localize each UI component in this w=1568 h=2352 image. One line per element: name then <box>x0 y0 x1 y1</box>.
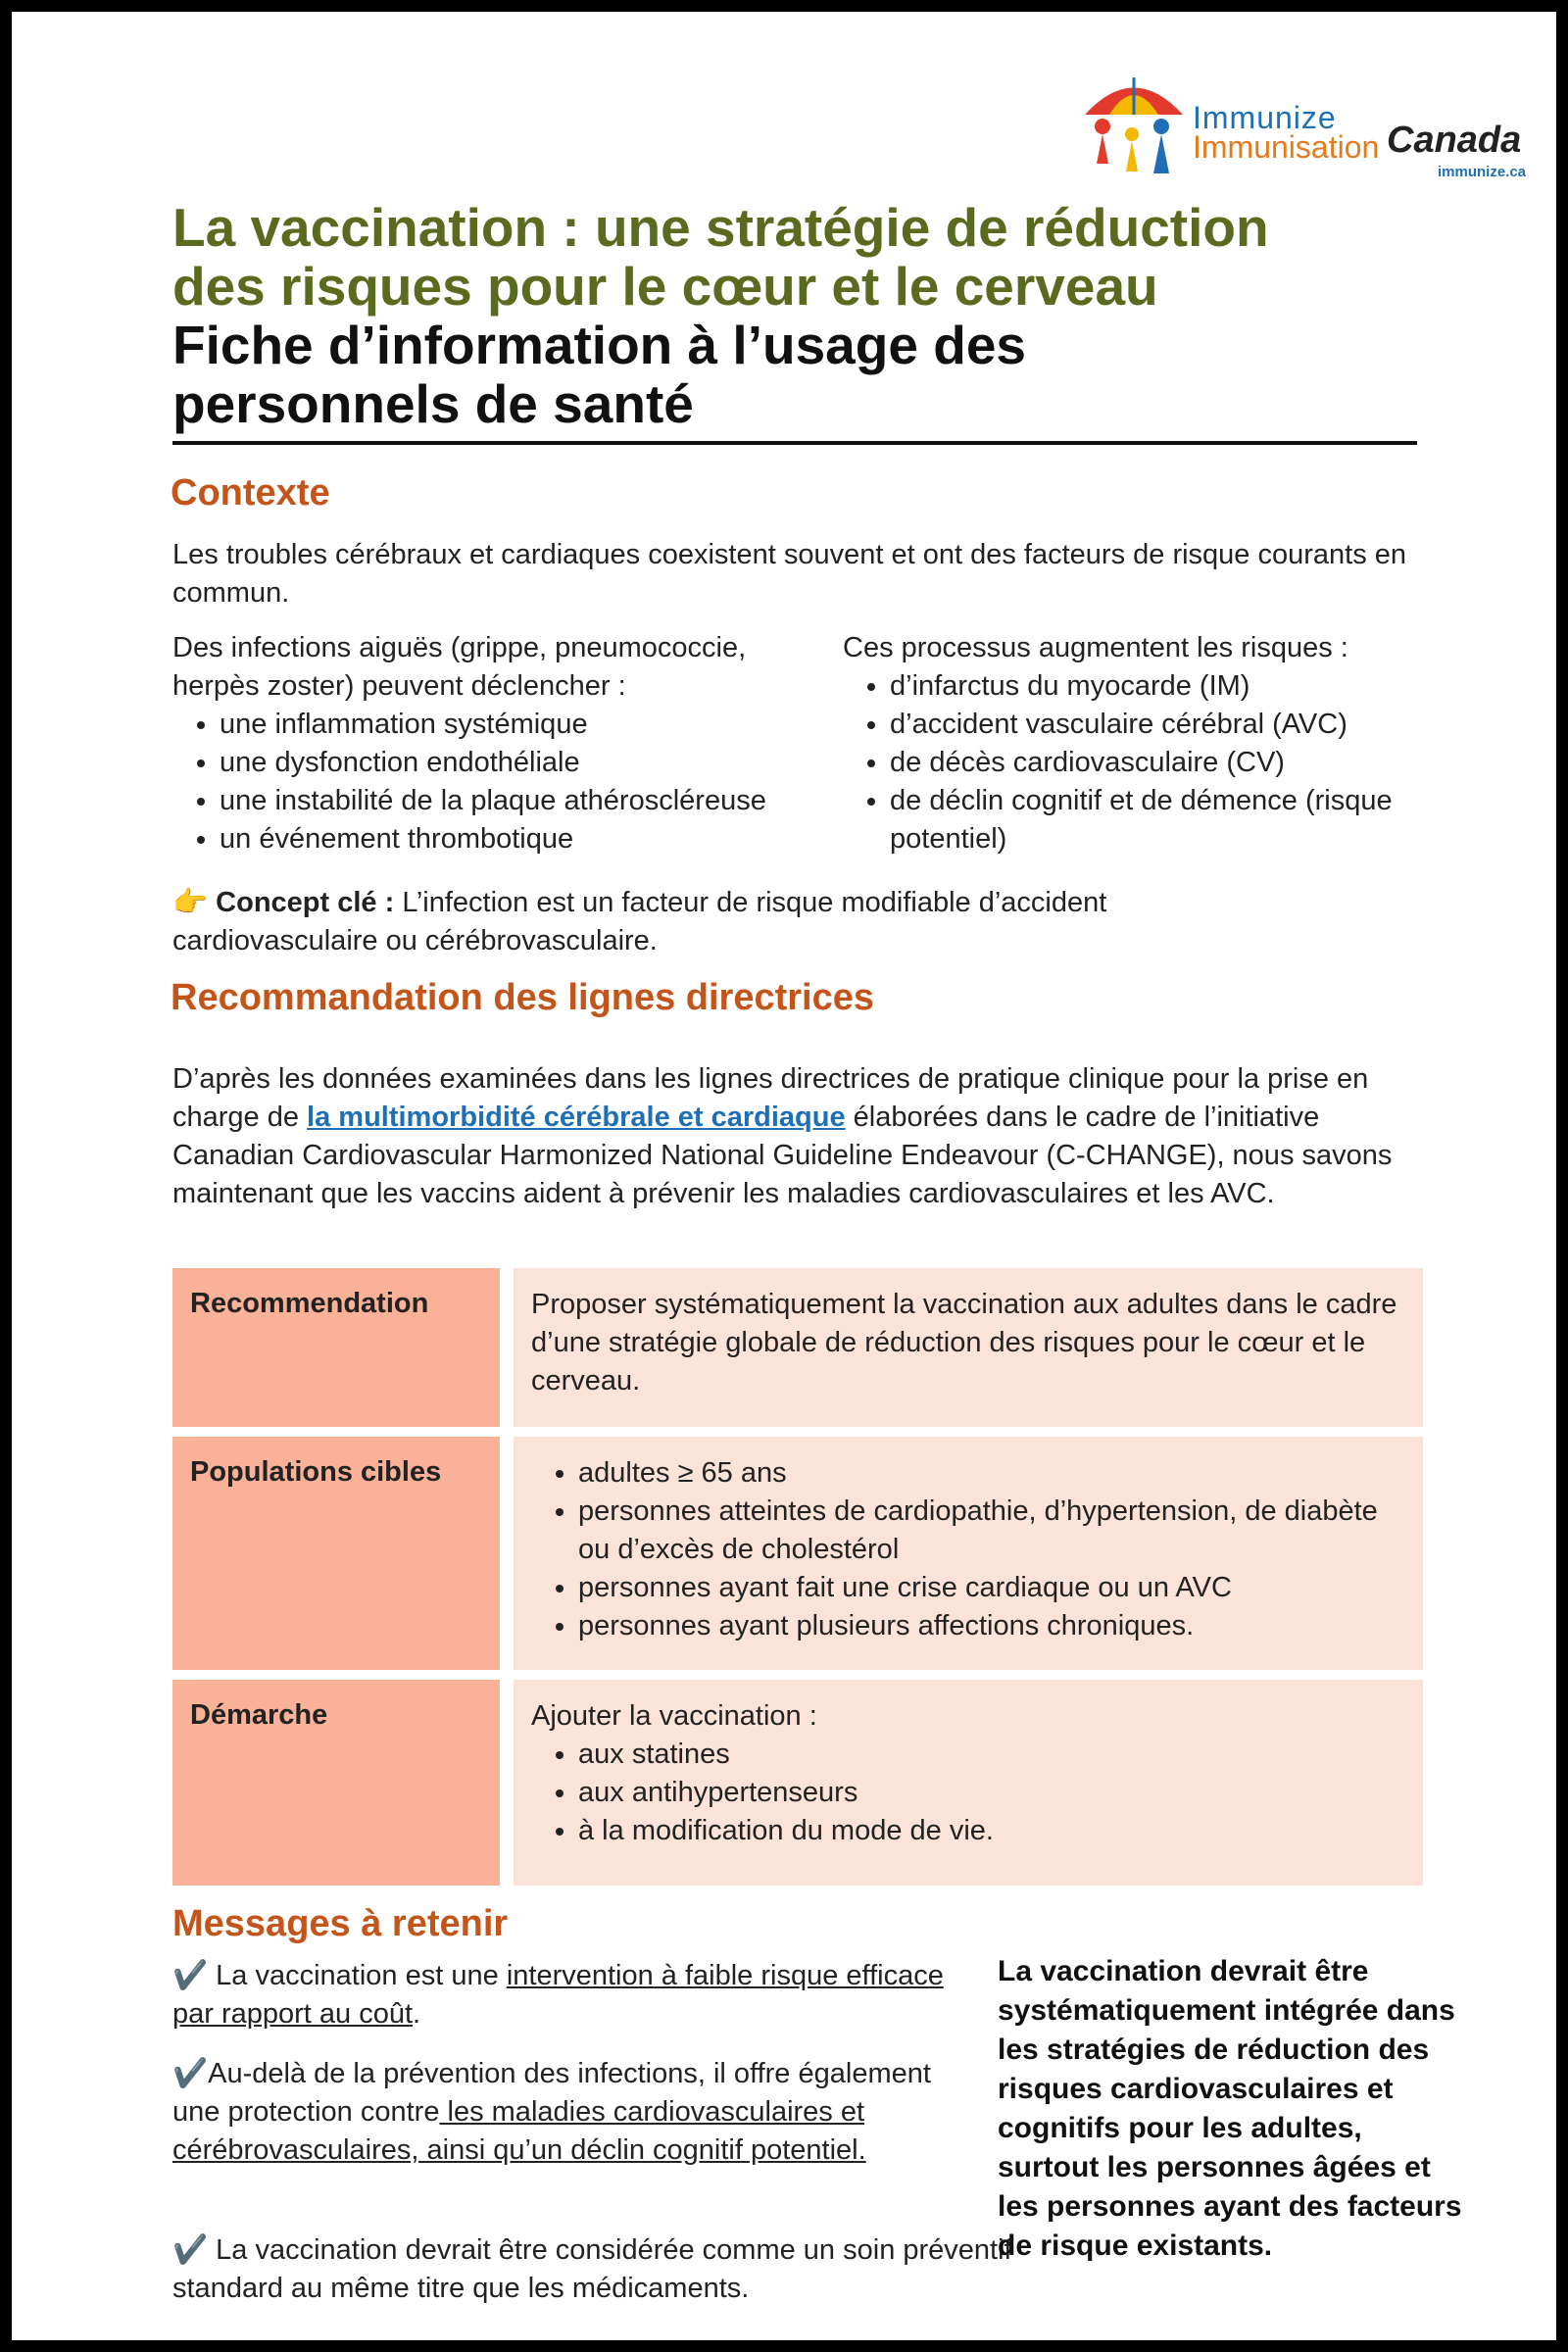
demarche-intro: Ajouter la vaccination : <box>531 1700 817 1732</box>
message-1-end: . <box>413 1998 421 2030</box>
logo-url: immunize.ca <box>1438 164 1527 180</box>
contexte-right-list <box>843 667 1431 858</box>
list-item: • personnes ayant fait une crise cardiaque ou un AVC <box>578 1569 1405 1607</box>
guideline-link[interactable]: la multimorbidité cérébrale et cardiaque <box>307 1102 846 1133</box>
key-concept-text: L’infection est un facteur de risque modifiable d’accident cardiovasculaire ou cérébrovasculaire. <box>172 887 1107 956</box>
immunize-logo <box>1075 66 1526 188</box>
check-icon: ✔️ <box>172 2058 209 2089</box>
logo-line2: Immunisation <box>1193 129 1380 165</box>
logo-line1: Immunize <box>1193 100 1337 135</box>
table-cell-demarche <box>514 1680 1423 1886</box>
subtitle-line-2: personnels de santé <box>172 373 694 434</box>
list-item: • personnes ayant plusieurs affections chroniques. <box>578 1607 1405 1645</box>
list-item: • aux statines <box>578 1736 1405 1774</box>
message-2-text: Au-delà de la prévention des infections, il offre également une protection contre <box>172 2058 931 2128</box>
message-1-underlined: intervention à faible risque efficace par rapport au coût <box>172 1960 944 2030</box>
message-3-text: La vaccination devrait être considérée comme un soin préventif standard au même titre que les médicaments. <box>172 2234 1012 2304</box>
table-label-populations: Populations cibles <box>172 1437 500 1670</box>
page <box>12 12 1556 2340</box>
section-heading-contexte: Contexte <box>171 472 330 514</box>
list-item: • de déclin cognitif et de démence (risque potentiel) <box>890 782 1431 858</box>
list-item: • de décès cardiovasculaire (CV) <box>890 744 1431 782</box>
demarche-list <box>531 1736 1405 1850</box>
title-line-2: des risques pour le cœur et le cerveau <box>172 256 1158 317</box>
list-item: • adultes ≥ 65 ans <box>578 1454 1405 1493</box>
reco-text-before: D’après les données examinées dans les lignes directrices de pratique clinique pour la prise en charge de <box>172 1063 1369 1133</box>
list-item: • personnes atteintes de cardiopathie, d’hypertension, de diabète ou d’excès de cholestérol <box>578 1493 1405 1569</box>
contexte-left-list <box>172 706 839 858</box>
contexte-right-column <box>843 629 1431 858</box>
message-2 <box>172 2055 966 2170</box>
populations-list <box>531 1454 1405 1645</box>
list-item: • d’accident vasculaire cérébral (AVC) <box>890 706 1431 744</box>
table-cell-populations <box>514 1437 1423 1670</box>
logo-country: Canada <box>1387 120 1522 161</box>
table-label-demarche: Démarche <box>172 1680 500 1886</box>
reco-text-after: élaborées dans le cadre de l’initiative Canadian Cardiovascular Harmonized National Guideline Endeavour (C-CHANGE), nous savons maintenant que les vaccins aident à prévenir les maladies cardiovasculaires et les AVC. <box>172 1102 1393 1209</box>
title-line-1: La vaccination : une stratégie de réduction <box>172 197 1269 258</box>
contexte-left-column <box>172 629 839 858</box>
list-item: • une dysfonction endothéliale <box>220 744 839 782</box>
check-icon: ✔️ <box>172 1960 209 1991</box>
message-1-text: La vaccination est une <box>208 1960 507 1991</box>
key-concept-label: Concept clé : <box>216 887 395 918</box>
table-cell-recommendation: Proposer systématiquement la vaccination aux adultes dans le cadre d’une stratégie globale de réduction des risques pour le cœur et le cerveau. <box>514 1268 1423 1427</box>
key-concept <box>172 884 1270 960</box>
message-2-underlined: les maladies cardiovasculaires et cérébrovasculaires, ainsi qu’un déclin cognitif potentiel. <box>172 2096 866 2166</box>
subtitle-line-1: Fiche d’information à l’usage des <box>172 315 1027 375</box>
page-title <box>172 198 1446 433</box>
pointing-hand-icon: 👉 <box>172 887 209 918</box>
title-divider <box>172 441 1417 445</box>
list-item: • une inflammation systémique <box>220 706 839 744</box>
reco-paragraph <box>172 1060 1417 1213</box>
list-item: • une instabilité de la plaque athéroscléreuse <box>220 782 839 820</box>
section-heading-recommandation: Recommandation des lignes directrices <box>171 977 875 1018</box>
list-item: • à la modification du mode de vie. <box>578 1812 1405 1850</box>
list-item: • aux antihypertenseurs <box>578 1774 1405 1812</box>
table-label-recommendation: Recommendation <box>172 1268 500 1427</box>
contexte-right-intro: Ces processus augmentent les risques : <box>843 632 1348 663</box>
key-takeaway: La vaccination devrait être systématiquement intégrée dans les stratégies de réduction des risques cardiovasculaires et cognitifs pour les adultes, surtout les personnes âgées et les personnes ayant des facteurs de risque existants. <box>998 1955 1462 2262</box>
list-item: • un événement thrombotique <box>220 820 839 858</box>
contexte-left-intro: Des infections aiguës (grippe, pneumococcie, herpès zoster) peuvent déclencher : <box>172 632 747 702</box>
section-heading-messages: Messages à retenir <box>172 1903 509 1944</box>
umbrella-family-icon <box>1075 66 1193 188</box>
list-item: • d’infarctus du myocarde (IM) <box>890 667 1431 706</box>
message-1 <box>172 1957 966 2034</box>
contexte-intro: Les troubles cérébraux et cardiaques coexistent souvent et ont des facteurs de risque courants en commun. <box>172 539 1407 609</box>
message-3 <box>172 2231 1015 2308</box>
check-icon: ✔️ <box>172 2234 209 2266</box>
